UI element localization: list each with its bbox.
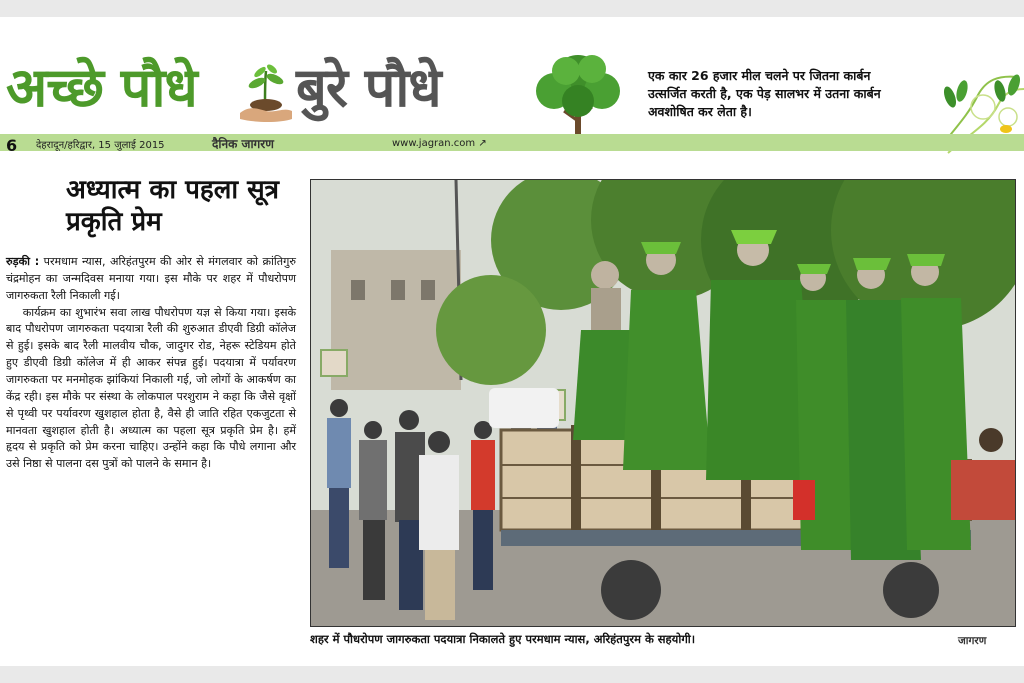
website-link[interactable] <box>392 138 487 149</box>
article-body <box>6 254 296 473</box>
article-headline: अध्यात्म का पहला सूत्र प्रकृति प्रेम <box>66 175 280 237</box>
paragraph-text: कार्यक्रम का शुभारंभ सवा लाख पौधरोपण यज्ञ से किया गया। इसके बाद पौधरोपण जागरुकता पदयात्रा रैली की शुरुआत डीएवी डिग्री कॉलेज से हुई। इसके बाद रैली मालवीय चौक, जादुगर रोड, नेहरू स्टेडियम होते हुए डीएवी डिग्री कॉलेज में ही आकर संपन्न हुई। पदयात्रा में पर्यावरण जागरुकता पर मनमोहक झांकियां निकाली गई, जो लोगों के आकर्षण का केंद्र रही। इस मौके पर संस्था के लोकपाल परशुराम ने कहा कि जैसे वृक्षों से पृथ्वी पर पर्यावरण खुशहाल होता है, वैसे ही जाति रहित एकजुटता से मानवता खुशहाल होती है। अध्यात्म का पहला सूत्र प्रकृति प्रेम है। हमें हृदय से प्रकृति को प्रेम करना चाहिए। उन्होंने कहा कि पौधे लगाना और उसे निष्ठा से पालना दस पुत्रों को पालने के समान है। <box>6 305 297 471</box>
arrow-icon: ↗ <box>478 138 487 149</box>
carbon-quote: एक कार 26 हजार मील चलने पर जितना कार्बन उत्सर्जित करती है, एक पेड़ सालभर में उतना कार्बन अवशोषित कर लेता है। <box>648 68 881 120</box>
rally-photo <box>310 179 1016 627</box>
newspaper-name: दैनिक जागरण <box>212 137 274 151</box>
masthead-title-good: अच्छे पौधे <box>6 56 197 119</box>
tree-icon <box>520 51 638 141</box>
photo-caption: शहर में पौधरोपण जागरुकता पदयात्रा निकालते हुए परमधाम न्यास, अरिहंतपुरम के सहयोगी। <box>310 632 696 646</box>
hand-holding-plant-icon <box>236 61 294 127</box>
dateplace: रुड़की : <box>6 255 40 268</box>
page-number: 6 <box>6 136 18 155</box>
newspaper-page <box>0 17 1024 666</box>
paragraph-text: परमधाम न्यास, अरिहंतपुरम की ओर से मंगलवार को क्रांतिगुरु चंद्रमोहन का जन्मदिवस मनाया गया। इस मौके पर शहर में पौधरोपण जागरुकता रैली निकाली गई। <box>6 255 296 302</box>
article-paragraph-2 <box>6 305 296 474</box>
website-text: www.jagran.com <box>392 138 476 149</box>
article-paragraph-1 <box>6 254 296 305</box>
dateline: देहरादून/हरिद्वार, 15 जुलाई 2015 <box>36 140 165 151</box>
photo-credit: जागरण <box>958 635 987 647</box>
masthead-title-bad: बुरे पौधे <box>296 56 441 119</box>
